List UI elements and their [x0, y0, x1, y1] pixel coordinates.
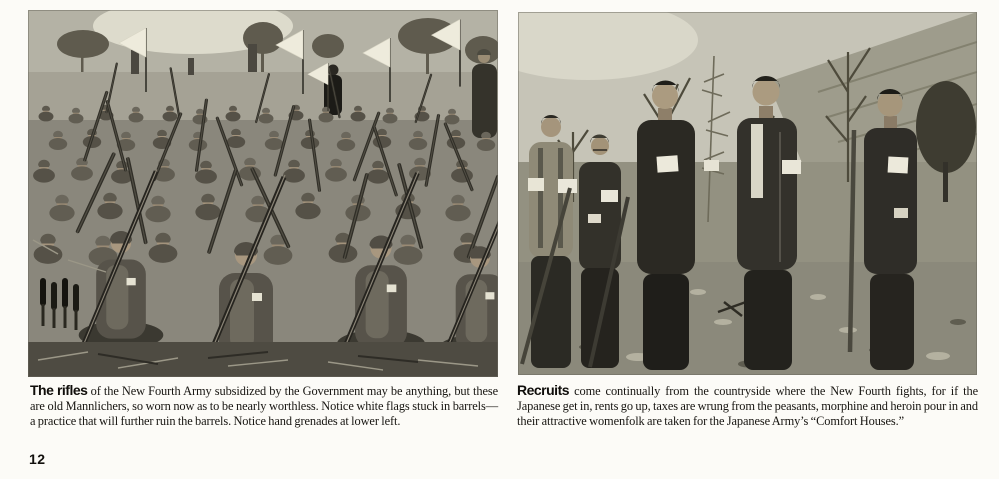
- caption-left-lead: The rifles: [30, 382, 88, 398]
- caption-right-body: come continually from the countryside where the New Fourth fights, for if the Japanese get in, rents go up, taxes are wrung from the peasants, morphine and heroin pour in and their attractive womenfolk are taken for the Japanese Army’s “Comfort Houses.”: [517, 384, 978, 429]
- photo-right-artwork: [518, 12, 977, 375]
- photo-new-fourth-army-rifles: [28, 10, 498, 377]
- caption-left-body: of the New Fourth Army subsidized by the Government may be anything, but these are old Mannlichers, so worn now as to be nearly worthless. Notice white flags stuck in barrels—a practice that will further ruin the barrels. Notice hand grenades at lower left.: [30, 384, 498, 429]
- caption-left: [30, 383, 498, 430]
- page-number: 12: [29, 451, 46, 467]
- recruit-1: [522, 115, 577, 368]
- caption-right-lead: Recruits: [517, 382, 570, 398]
- photo-left-artwork: [28, 10, 498, 377]
- caption-right: [517, 383, 978, 430]
- photo-new-fourth-army-recruits: [518, 12, 977, 375]
